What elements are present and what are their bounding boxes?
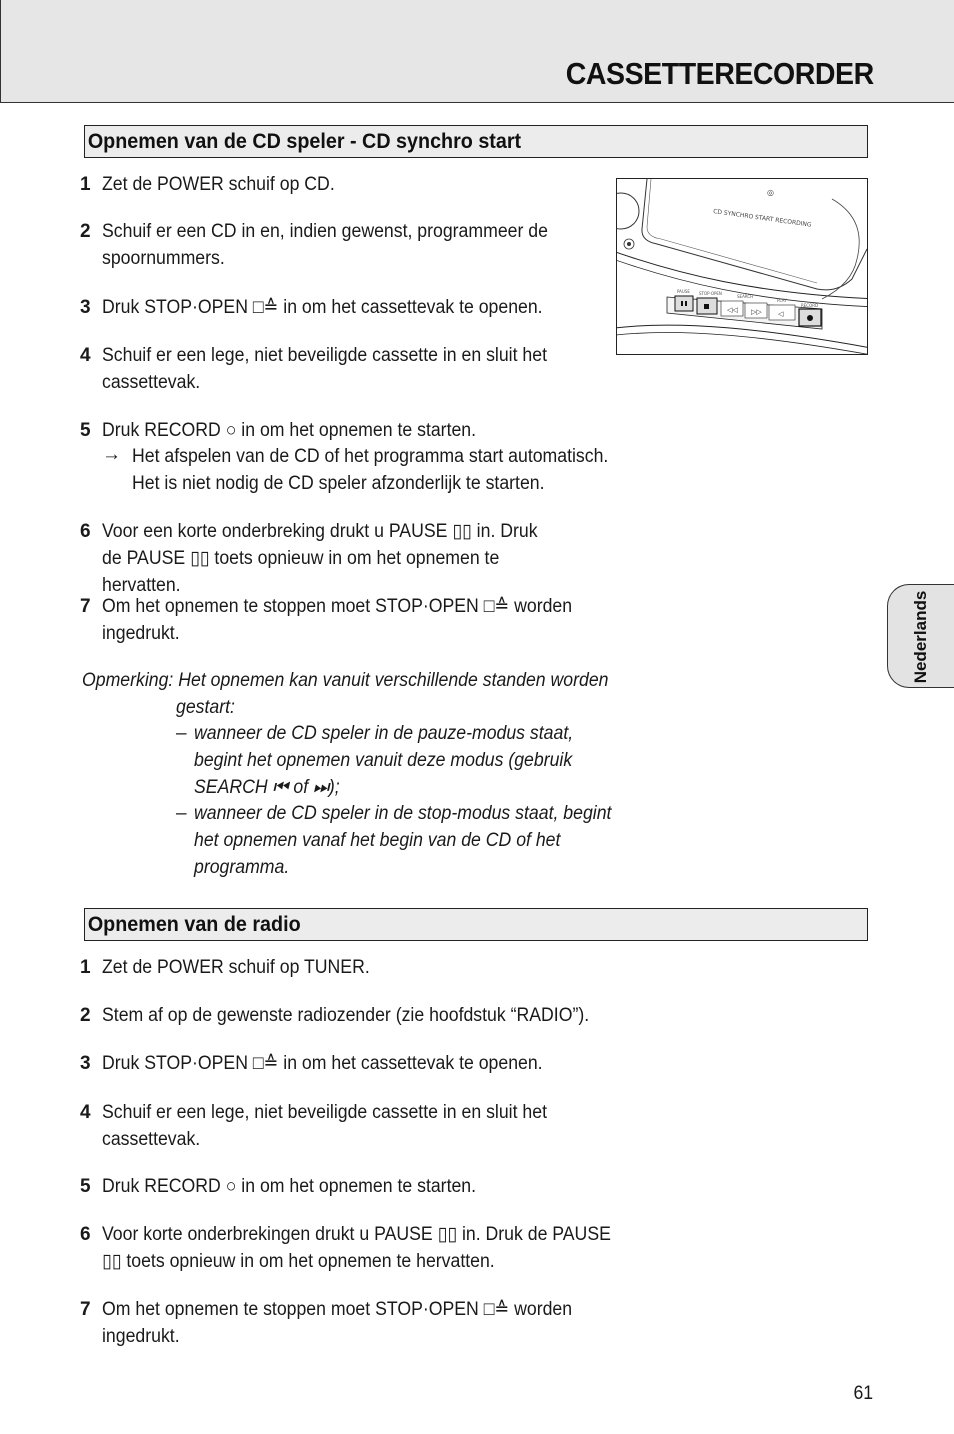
cd-lid-text: CD SYNCHRO START RECORDING	[712, 208, 812, 229]
step-number: 2	[80, 1005, 91, 1026]
button-label: RECORD	[801, 303, 819, 308]
button-label: PLAY	[777, 298, 787, 303]
step-number: 3	[80, 297, 91, 318]
step-result	[102, 443, 622, 497]
step-number: 7	[80, 1299, 91, 1320]
list-item	[80, 417, 620, 444]
svg-text:◁: ◁	[778, 310, 784, 318]
step-text: Zet de POWER schuif op TUNER.	[102, 957, 370, 978]
list-item	[80, 1099, 570, 1153]
list-item	[80, 1173, 620, 1200]
note-bullet-text: wanneer de CD speler in de pauze-modus staat, begint het opnemen vanuit deze modus (gebruik SEARCH ⏮ of ⏭);	[194, 723, 574, 798]
page-number: 61	[853, 1383, 873, 1404]
list-item	[80, 518, 560, 599]
page-title: CASSETTERECORDER	[566, 56, 874, 91]
step-text: Voor korte onderbrekingen drukt u PAUSE ▯▯ in. Druk de PAUSE ▯▯ toets opnieuw in om het opnemen te hervatten.	[102, 1224, 611, 1272]
step-text: Druk STOP·OPEN □≙ in om het cassettevak te openen.	[102, 297, 543, 318]
list-item	[80, 218, 550, 272]
step-number: 4	[80, 345, 91, 366]
list-item	[80, 1221, 620, 1275]
step-number: 6	[80, 521, 91, 542]
step-number: 6	[80, 1224, 91, 1245]
svg-text:◁◁: ◁◁	[727, 306, 738, 314]
step-text: Om het opnemen te stoppen moet STOP·OPEN □≙ worden ingedrukt.	[102, 596, 573, 644]
list-item	[80, 593, 600, 647]
list-item	[80, 954, 620, 981]
list-item	[80, 294, 620, 321]
dash-marker: –	[176, 723, 187, 744]
note-intro	[82, 667, 642, 694]
cd-player-illustration	[616, 178, 868, 355]
note-intro-text: Opmerking: Het opnemen kan vanuit verschillende standen worden	[82, 670, 609, 691]
step-number: 1	[80, 957, 91, 978]
step-text: Druk RECORD ○ in om het opnemen te starten.	[102, 420, 477, 441]
step-number: 5	[80, 420, 91, 441]
section-heading-text: Opnemen van de CD speler - CD synchro start	[87, 130, 522, 153]
section-heading-text: Opnemen van de radio	[87, 913, 301, 936]
note-bullet-text: wanneer de CD speler in de stop-modus staat, begint het opnemen vanaf het begin van de CD of het programma.	[194, 803, 612, 878]
step-text: Druk RECORD ○ in om het opnemen te starten.	[102, 1176, 477, 1197]
step-number: 2	[80, 221, 91, 242]
cd-player-drawing	[617, 179, 868, 355]
svg-text:▷▷: ▷▷	[751, 308, 762, 316]
list-item	[80, 171, 620, 198]
step-text: Schuif er een CD in en, indien gewenst, programmeer de spoornummers.	[102, 221, 548, 269]
note-intro-cont-text: gestart:	[176, 697, 235, 718]
result-arrow-icon: →	[102, 444, 121, 465]
language-tab	[887, 584, 954, 688]
note-bullet	[176, 720, 616, 801]
list-item	[80, 342, 570, 396]
note-intro-cont	[176, 694, 616, 721]
button-label: STOP·OPEN	[699, 291, 722, 296]
step-result-text: Het afspelen van de CD of het programma start automatisch. Het is niet nodig de CD speler afzonderlijk te starten.	[132, 446, 609, 494]
step-text: Stem af op de gewenste radiozender (zie hoofdstuk “RADIO”).	[102, 1005, 590, 1026]
language-tab-label: Nederlands	[911, 590, 930, 684]
button-label: SEARCH	[737, 294, 754, 299]
step-number: 5	[80, 1176, 91, 1197]
section-heading-radio	[84, 908, 868, 941]
step-number: 7	[80, 596, 91, 617]
step-text: Druk STOP·OPEN □≙ in om het cassettevak te openen.	[102, 1053, 543, 1074]
list-item	[80, 1002, 620, 1029]
step-text: Schuif er een lege, niet beveiligde cassette in en sluit het cassettevak.	[102, 345, 547, 393]
step-text: Om het opnemen te stoppen moet STOP·OPEN □≙ worden ingedrukt.	[102, 1299, 573, 1347]
section-heading-cd-synchro	[84, 125, 868, 158]
pause-key-icon	[675, 296, 693, 311]
step-text: Schuif er een lege, niet beveiligde cassette in en sluit het cassettevak.	[102, 1102, 547, 1150]
button-label: PAUSE	[677, 289, 690, 294]
step-number: 3	[80, 1053, 91, 1074]
step-number: 1	[80, 174, 91, 195]
step-text: Zet de POWER schuif op CD.	[102, 174, 335, 195]
disc-logo-icon: ◎	[767, 188, 774, 197]
step-number: 4	[80, 1102, 91, 1123]
list-item	[80, 1050, 620, 1077]
note-bullet	[176, 800, 616, 881]
step-text: Voor een korte onderbreking drukt u PAUSE ▯▯ in. Druk de PAUSE ▯▯ toets opnieuw in om het opnemen te hervatten.	[102, 521, 538, 596]
list-item	[80, 1296, 590, 1350]
dash-marker: –	[176, 803, 187, 824]
